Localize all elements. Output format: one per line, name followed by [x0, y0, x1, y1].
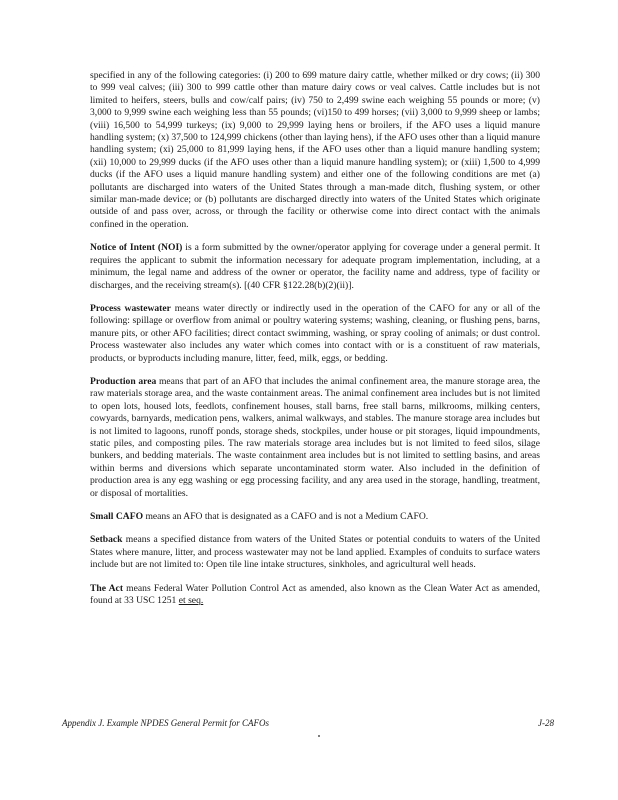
definition-the-act: means Federal Water Pollution Control Act as amended, also known as the Clean Water Act as amended, found at 33 USC 1251	[90, 582, 540, 607]
et-seq-text: et seq.	[178, 595, 204, 607]
scan-speck	[318, 735, 320, 737]
intro-text: specified in any of the following categories: (i) 200 to 699 mature dairy cattle, whether milked or dry cows; (ii) 300 to 999 veal calves; (iii) 300 to 999 cattle other than mature dairy cows or veal calves. Cattle includes but is not limited to heifers, steers, bulls and cow/calf pairs; (iv) 750 to 2,499 swine each weighing 55 pounds or more; (v) 3,000 to 9,999 swine each weighing less than 55 pounds; (vi)150 to 499 horses; (vii) 3,000 to 9,999 sheep or lambs; (viii) 16,500 to 54,999 turkeys; (ix) 9,000 to 29,999 laying hens or broilers, if the AFO uses a liquid manure handling system; (x) 37,500 to 124,999 chickens (other than laying hens), if the AFO uses other than a liquid manure handling system; (xi) 25,000 to 81,999 laying hens, if the AFO uses other than a liquid manure handling system; (xii) 10,000 to 29,999 ducks (if the AFO uses other than a liquid manure handling system); or (xiii) 1,500 to 4,999 ducks (if the AFO uses a liquid manure handling system) and either one of the following conditions are met (a) pollutants are discharged into waters of the United States through a man-made ditch, flushing system, or other similar man-made device; or (b) pollutants are discharged directly into waters of the United States which originate outside of and pass over, across, or through the facility or otherwise come into direct contact with the animals confined in the operation.	[90, 70, 540, 230]
term-small-cafo: Small CAFO	[90, 511, 144, 522]
paragraph-process-wastewater	[90, 303, 540, 365]
page-footer	[62, 718, 554, 728]
definition-process-wastewater: means water directly or indirectly used in the operation of the CAFO for any or all of the following: spillage or overflow from animal or poultry watering systems; washing, cleaning, or flushing pens, barns, manure pits, or other AFO facilities; direct contact swimming, washing, or spray cooling of animals; or dust control. Process wastewater also includes any water which comes into contact with or is a constituent of raw materials, products, or byproducts including manure, litter, feed, milk, eggs, or bedding.	[90, 302, 540, 364]
footer-appendix-title: Appendix J. Example NPDES General Permit for CAFOs	[62, 718, 269, 728]
definition-production-area: means that part of an AFO that includes the animal confinement area, the manure storage area, the raw materials storage area, and the waste containment areas. The animal confinement area includes but is not limited to open lots, housed lots, feedlots, confinement houses, stall barns, free stall barns, milkrooms, milking centers, cowyards, barnyards, medication pens, walkers, animal walkways, and stables. The manure storage area includes but is not limited to lagoons, runoff ponds, storage sheds, stockpiles, under house or pit storages, liquid impoundments, static piles, and composting piles. The raw materials storage area includes but is not limited to feed silos, silage bunkers, and bedding materials. The waste containment area includes but is not limited to settling basins, and areas within berms and diversions which separate uncontaminated storm water. Also included in the definition of production area is any egg washing or egg processing facility, and any area used in the storage, handling, treatment, or disposal of mortalities.	[90, 375, 541, 499]
term-noi: Notice of Intent (NOI)	[90, 242, 183, 254]
paragraph-notice-of-intent	[90, 242, 540, 292]
paragraph-small-cafo	[90, 511, 540, 523]
paragraph-medium-cafo-continuation	[90, 70, 540, 231]
paragraph-setback	[90, 534, 540, 571]
definition-setback: means a specified distance from waters of the United States or potential conduits to waters of the United States where manure, litter, and process wastewater may not be land applied. Examples of conduits to surface waters include but are not limited to: Open tile line intake structures, sinkholes, and agricultural well heads.	[90, 534, 540, 571]
definition-small-cafo: means an AFO that is designated as a CAFO and is not a Medium CAFO.	[143, 511, 429, 522]
document-body	[90, 70, 540, 618]
term-production-area: Production area	[90, 375, 157, 387]
footer-page-number: J-28	[538, 718, 554, 728]
term-the-act: The Act	[90, 582, 124, 594]
paragraph-production-area	[90, 376, 540, 500]
term-process-wastewater: Process wastewater	[90, 302, 171, 314]
paragraph-the-act	[90, 583, 540, 608]
definition-noi: is a form submitted by the owner/operator applying for coverage under a general permit. It requires the applicant to submit the information necessary for adequate program implementation, including, at a minimum, the legal name and address of the owner or operator, the facility name and address, type of facility or discharges, and the receiving stream(s). [(40 CFR §122.28(b)(2)(ii)].	[90, 242, 540, 291]
term-setback: Setback	[90, 534, 123, 546]
